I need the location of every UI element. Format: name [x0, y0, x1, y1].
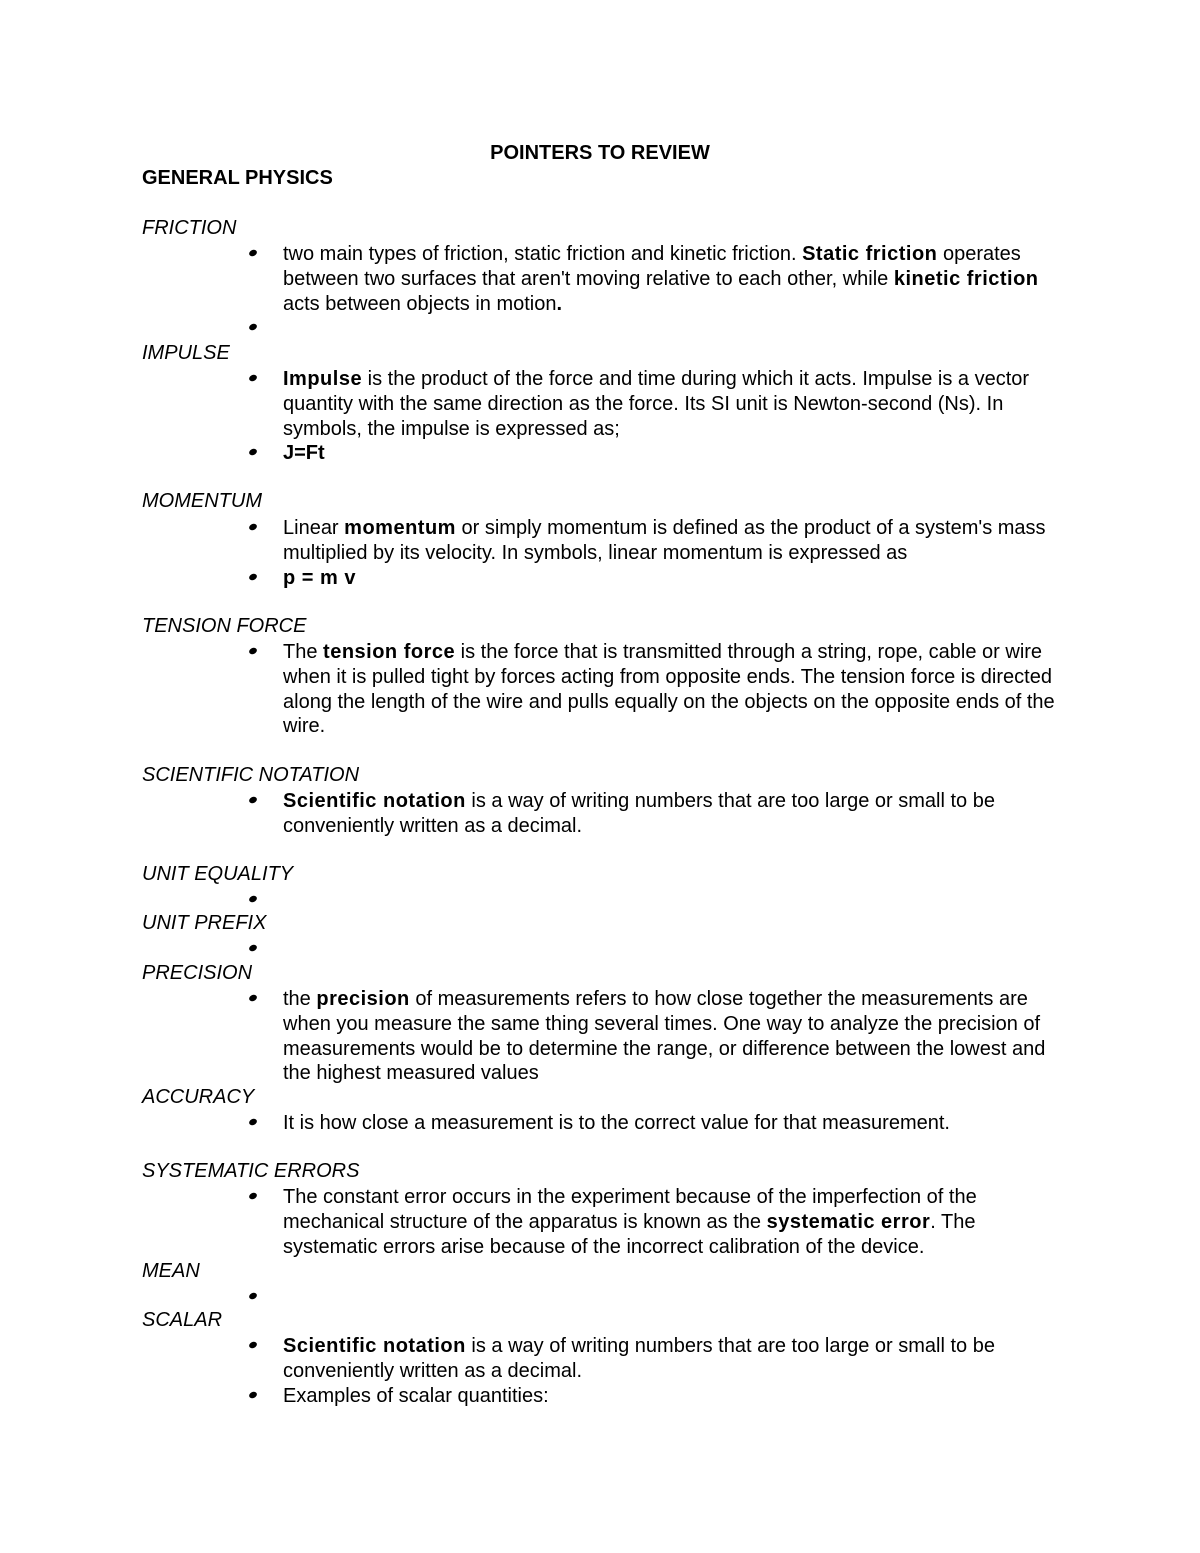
term-scientific-notation: Scientific notation [283, 1335, 466, 1357]
term-momentum: momentum [344, 517, 456, 539]
impulse-bullet-1: Impulse is the product of the force and time during which it acts. Impulse is a vector quantity with the same direction as the force. Its SI unit is Newton-second (Ns). In symbols, the impulse is expressed as; [283, 368, 1030, 440]
bullet-icon [248, 1342, 258, 1350]
term-tension-force: tension force [323, 641, 456, 663]
bullet-icon [248, 524, 258, 532]
accuracy-bullet-1: It is how close a measurement is to the correct value for that measurement. [283, 1112, 950, 1134]
friction-bullet-1: two main types of friction, static friction and kinetic friction. Static friction operates between two surfaces that aren't moving relative to each other, while kinetic friction acts between objects in motion. [283, 243, 1039, 315]
bullet-icon [248, 945, 258, 953]
bullet-icon [248, 1293, 258, 1301]
section-heading-unit-prefix: UNIT PREFIX [142, 912, 267, 934]
bullet-icon [248, 574, 258, 582]
impulse-formula: J=Ft [283, 442, 325, 464]
bullet-icon [248, 896, 258, 904]
scalar-bullet-1: Scientific notation is a way of writing numbers that are too large or small to be conveniently written as a decimal. [283, 1335, 995, 1382]
bullet-icon [248, 995, 258, 1003]
tension-bullet-1: The tension force is the force that is transmitted through a string, rope, cable or wire when it is pulled tight by forces acting from opposite ends. The tension force is directed along the length of the wire and pulls equally on the objects on the opposite ends of the wire. [283, 641, 1055, 738]
scalar-bullet-2: Examples of scalar quantities: [283, 1385, 549, 1407]
term-impulse: Impulse [283, 368, 363, 390]
term-precision: precision [316, 988, 410, 1010]
term-static-friction: Static friction [802, 243, 938, 265]
section-heading-unit-equality: UNIT EQUALITY [142, 863, 294, 885]
bullet-icon [248, 324, 258, 332]
term-kinetic-friction: kinetic friction [893, 267, 1039, 290]
subject-heading: GENERAL PHYSICS [142, 167, 333, 189]
bullet-icon [248, 797, 258, 805]
section-heading-scientific-notation: SCIENTIFIC NOTATION [142, 764, 360, 786]
term-scientific-notation: Scientific notation [283, 790, 466, 812]
bullet-icon [248, 250, 258, 258]
bullet-icon [248, 1392, 258, 1400]
bullet-icon [248, 648, 258, 656]
section-heading-mean: MEAN [142, 1260, 200, 1282]
section-heading-systematic-errors: SYSTEMATIC ERRORS [142, 1160, 360, 1182]
section-heading-precision: PRECISION [142, 962, 253, 984]
section-heading-impulse: IMPULSE [142, 342, 230, 364]
section-heading-momentum: MOMENTUM [142, 490, 262, 512]
momentum-formula: p = m v [283, 567, 356, 589]
systematic-errors-bullet-1: The constant error occurs in the experiment because of the imperfection of the mechanical structure of the apparatus is known as the systematic error. The systematic errors arise because of the incorrect calibration of the device. [283, 1186, 977, 1258]
term-systematic-error: systematic error [766, 1210, 931, 1233]
scientific-notation-bullet-1: Scientific notation is a way of writing numbers that are too large or small to be conveniently written as a decimal. [283, 790, 995, 837]
section-heading-friction: FRICTION [142, 217, 237, 239]
bullet-icon [248, 449, 258, 457]
bullet-icon [248, 1119, 258, 1127]
momentum-bullet-1: Linear momentum or simply momentum is defined as the product of a system's mass multiplied by its velocity. In symbols, linear momentum is expressed as [283, 517, 1046, 564]
bullet-icon [248, 1193, 258, 1201]
section-heading-accuracy: ACCURACY [142, 1086, 255, 1108]
section-heading-scalar: SCALAR [142, 1309, 223, 1331]
precision-bullet-1: the precision of measurements refers to how close together the measurements are when you measure the same thing several times. One way to analyze the precision of measurements would be to determine the range, or difference between the lowest and the highest measured values [283, 988, 1046, 1085]
document-title: POINTERS TO REVIEW [490, 142, 710, 164]
bullet-icon [248, 375, 258, 383]
section-heading-tension-force: TENSION FORCE [142, 615, 307, 637]
